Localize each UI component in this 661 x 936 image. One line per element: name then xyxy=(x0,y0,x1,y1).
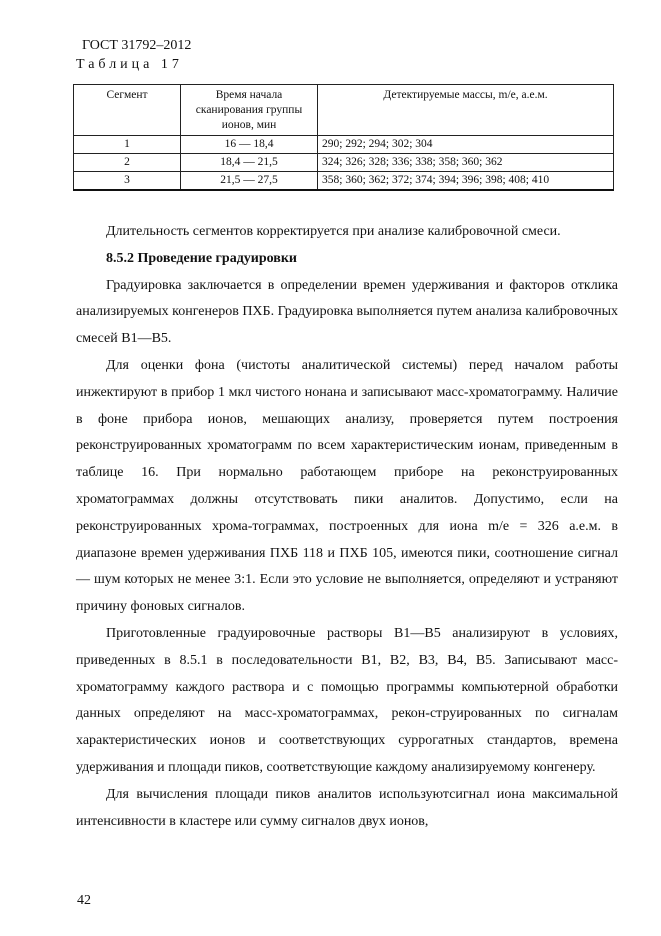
column-header-scan-start-time: Время начала сканирования группы ионов, мин xyxy=(181,85,318,136)
table-cell: 18,4 — 21,5 xyxy=(181,154,318,172)
table-row xyxy=(74,154,614,172)
table-row xyxy=(74,172,614,191)
paragraph: Для оценки фона (чистоты аналитической системы) перед началом работы инжектируют в прибор 1 мкл чистого нонана и записывают масс-хроматограмму. Наличие в фоне прибора ионов, мешающих анализу, проверяется путем построения реконструированных хроматограмм по всем характеристическим ионам, приведенным в таблице 16. При нормально работающем приборе на реконструированных хроматограммах должны отсутствовать пики аналитов. Допустимо, если на реконструированных хрома-тограммах, построенных для иона m/e = 326 а.е.м. в диапазоне времен удерживания ПХБ 118 и ПХБ 105, имеются пики, соотношение сигнал — шум которых не менее 3:1. Если это условие не выполняется, определяют и устраняют причину фоновых сигналов. xyxy=(76,357,618,615)
table-cell: 290; 292; 294; 302; 304 xyxy=(318,136,614,154)
table-cell: 2 xyxy=(74,154,181,172)
table-cell: 16 — 18,4 xyxy=(181,136,318,154)
paragraph: Для вычисления площади пиков аналитов используютсигнал иона максимальной интенсивности в кластере или сумму сигналов двух ионов, xyxy=(76,786,618,829)
table-row xyxy=(74,136,614,154)
column-header-segment: Сегмент xyxy=(74,85,181,136)
table-cell: 21,5 — 27,5 xyxy=(181,172,318,191)
table-header-row xyxy=(74,85,614,136)
column-header-detected-masses: Детектируемые массы, m/e, а.е.м. xyxy=(318,85,614,136)
table-cell: 1 xyxy=(74,136,181,154)
section-heading: 8.5.2 Проведение градуировки xyxy=(106,250,297,266)
body-text xyxy=(76,219,618,835)
paragraph: Длительность сегментов корректируется при анализе калибровочной смеси. xyxy=(106,224,561,239)
paragraph: Приготовленные градуировочные растворы В1—В5 анализируют в условиях, приведенных в 8.5.1 в последовательности В1, В2, В3, В4, В5. Записывают масс-хроматограмму каждого раствора и с помощью программы компьютерной обработки данных определяют на масс-хроматограммах, рекон-струированных по сигналам характеристических ионов и соответствующих суррогатных стандартов, времена удерживания и площади пиков, соответствующие каждому анализируемому конгенеру. xyxy=(76,625,618,775)
paragraph: Градуировка заключается в определении времен удерживания и факторов отклика анализируемых конгенеров ПХБ. Градуировка выполняется путем анализа калибровочных смесей В1—В5. xyxy=(76,277,619,347)
table-cell: 358; 360; 362; 372; 374; 394; 396; 398; 408; 410 xyxy=(318,172,614,191)
table-cell: 324; 326; 328; 336; 338; 358; 360; 362 xyxy=(318,154,614,172)
table-cell: 3 xyxy=(74,172,181,191)
segments-table xyxy=(73,84,614,191)
table-caption: Таблица 17 xyxy=(76,57,183,72)
page-number: 42 xyxy=(77,893,91,908)
document-code: ГОСТ 31792–2012 xyxy=(82,38,192,53)
